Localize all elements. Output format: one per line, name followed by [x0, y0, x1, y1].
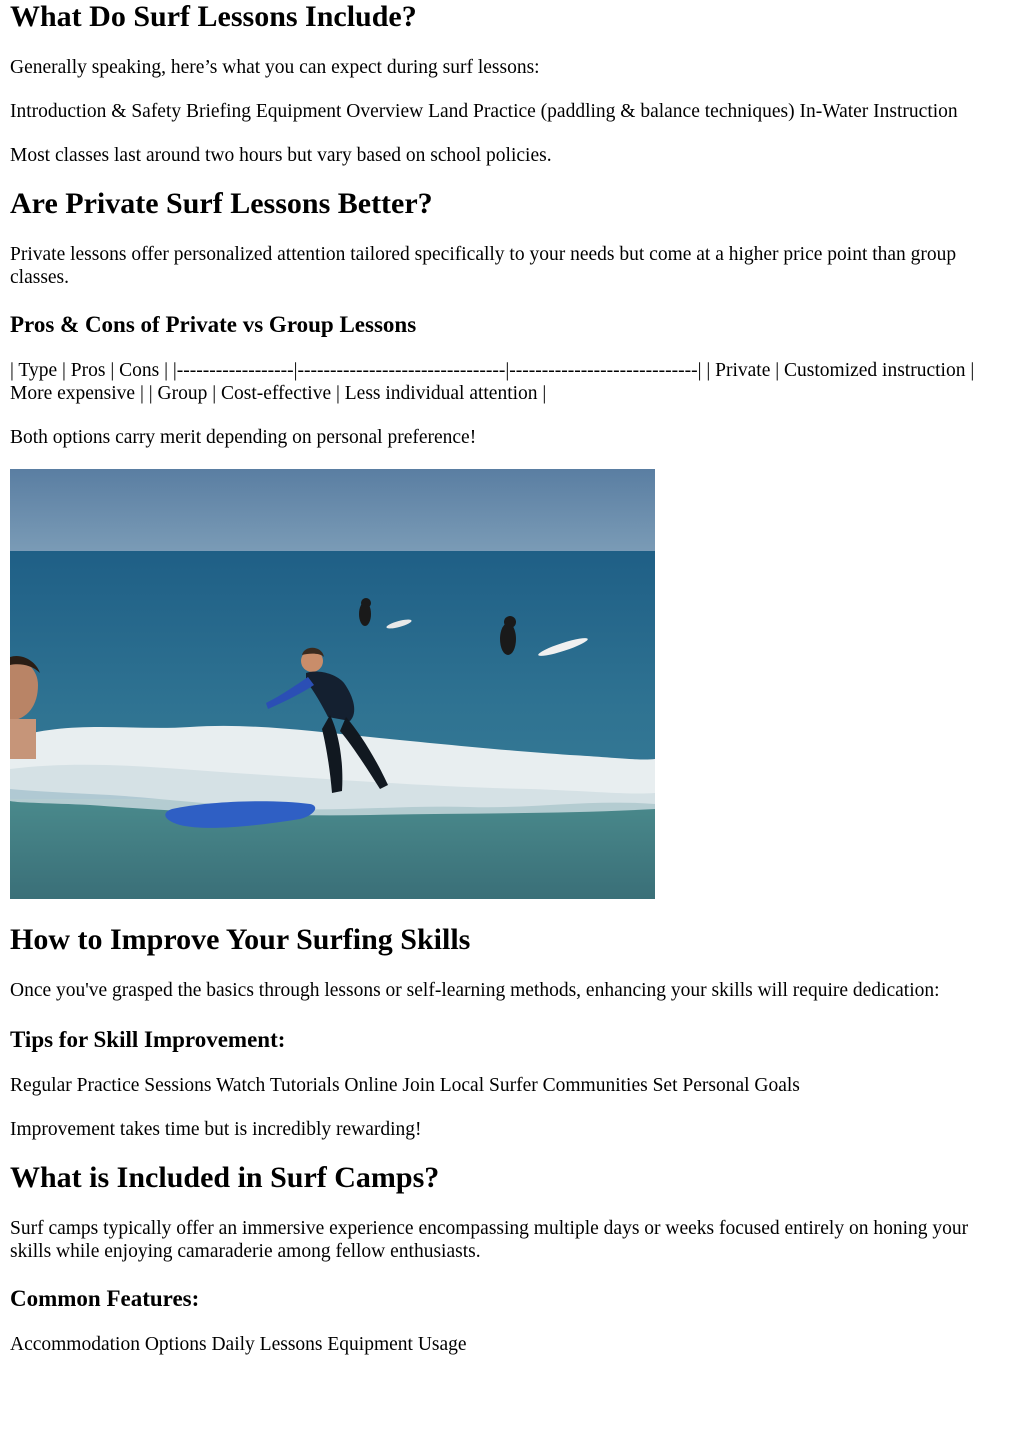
heading-pros-cons: Pros & Cons of Private vs Group Lessons [10, 312, 417, 337]
lessons-list: Introduction & Safety Briefing Equipment Overview Land Practice (paddling & balance techniques) In-Water Instruction [10, 101, 958, 122]
lessons-intro: Generally speaking, here’s what you can expect during surf lessons: [10, 57, 540, 78]
pros-cons-table-text: | Type | Pros | Cons | |------------------|--------------------------------|-----------------------------| | Private | Customized instruction | More expensive | | Group | Cost-effective | Less individual attention | [10, 360, 975, 404]
heading-skill-tips: Tips for Skill Improvement: [10, 1027, 286, 1052]
heading-surf-lessons: What Do Surf Lessons Include? [10, 0, 417, 33]
heading-common-features: Common Features: [10, 1286, 200, 1311]
camps-body: Surf camps typically offer an immersive experience encompassing multiple days or weeks focused entirely on honing your skills while enjoying camaraderie among fellow enthusiasts. [10, 1218, 969, 1262]
private-conclusion: Both options carry merit depending on personal preference! [10, 427, 477, 448]
heading-improve-skills: How to Improve Your Surfing Skills [10, 923, 471, 956]
improve-body: Once you've grasped the basics through lessons or self-learning methods, enhancing your skills will require dedication: [10, 980, 940, 1001]
lessons-duration: Most classes last around two hours but vary based on school policies. [10, 145, 552, 166]
heading-surf-camps: What is Included in Surf Camps? [10, 1161, 440, 1194]
surf-lesson-photo [10, 469, 655, 899]
skill-tips-list: Regular Practice Sessions Watch Tutorials Online Join Local Surfer Communities Set Personal Goals [10, 1075, 800, 1096]
improve-conclusion: Improvement takes time but is incredibly rewarding! [10, 1119, 422, 1140]
heading-private-lessons: Are Private Surf Lessons Better? [10, 187, 433, 220]
common-features-list: Accommodation Options Daily Lessons Equipment Usage [10, 1334, 467, 1355]
private-body: Private lessons offer personalized attention tailored specifically to your needs but come at a higher price point than group classes. [10, 244, 957, 288]
